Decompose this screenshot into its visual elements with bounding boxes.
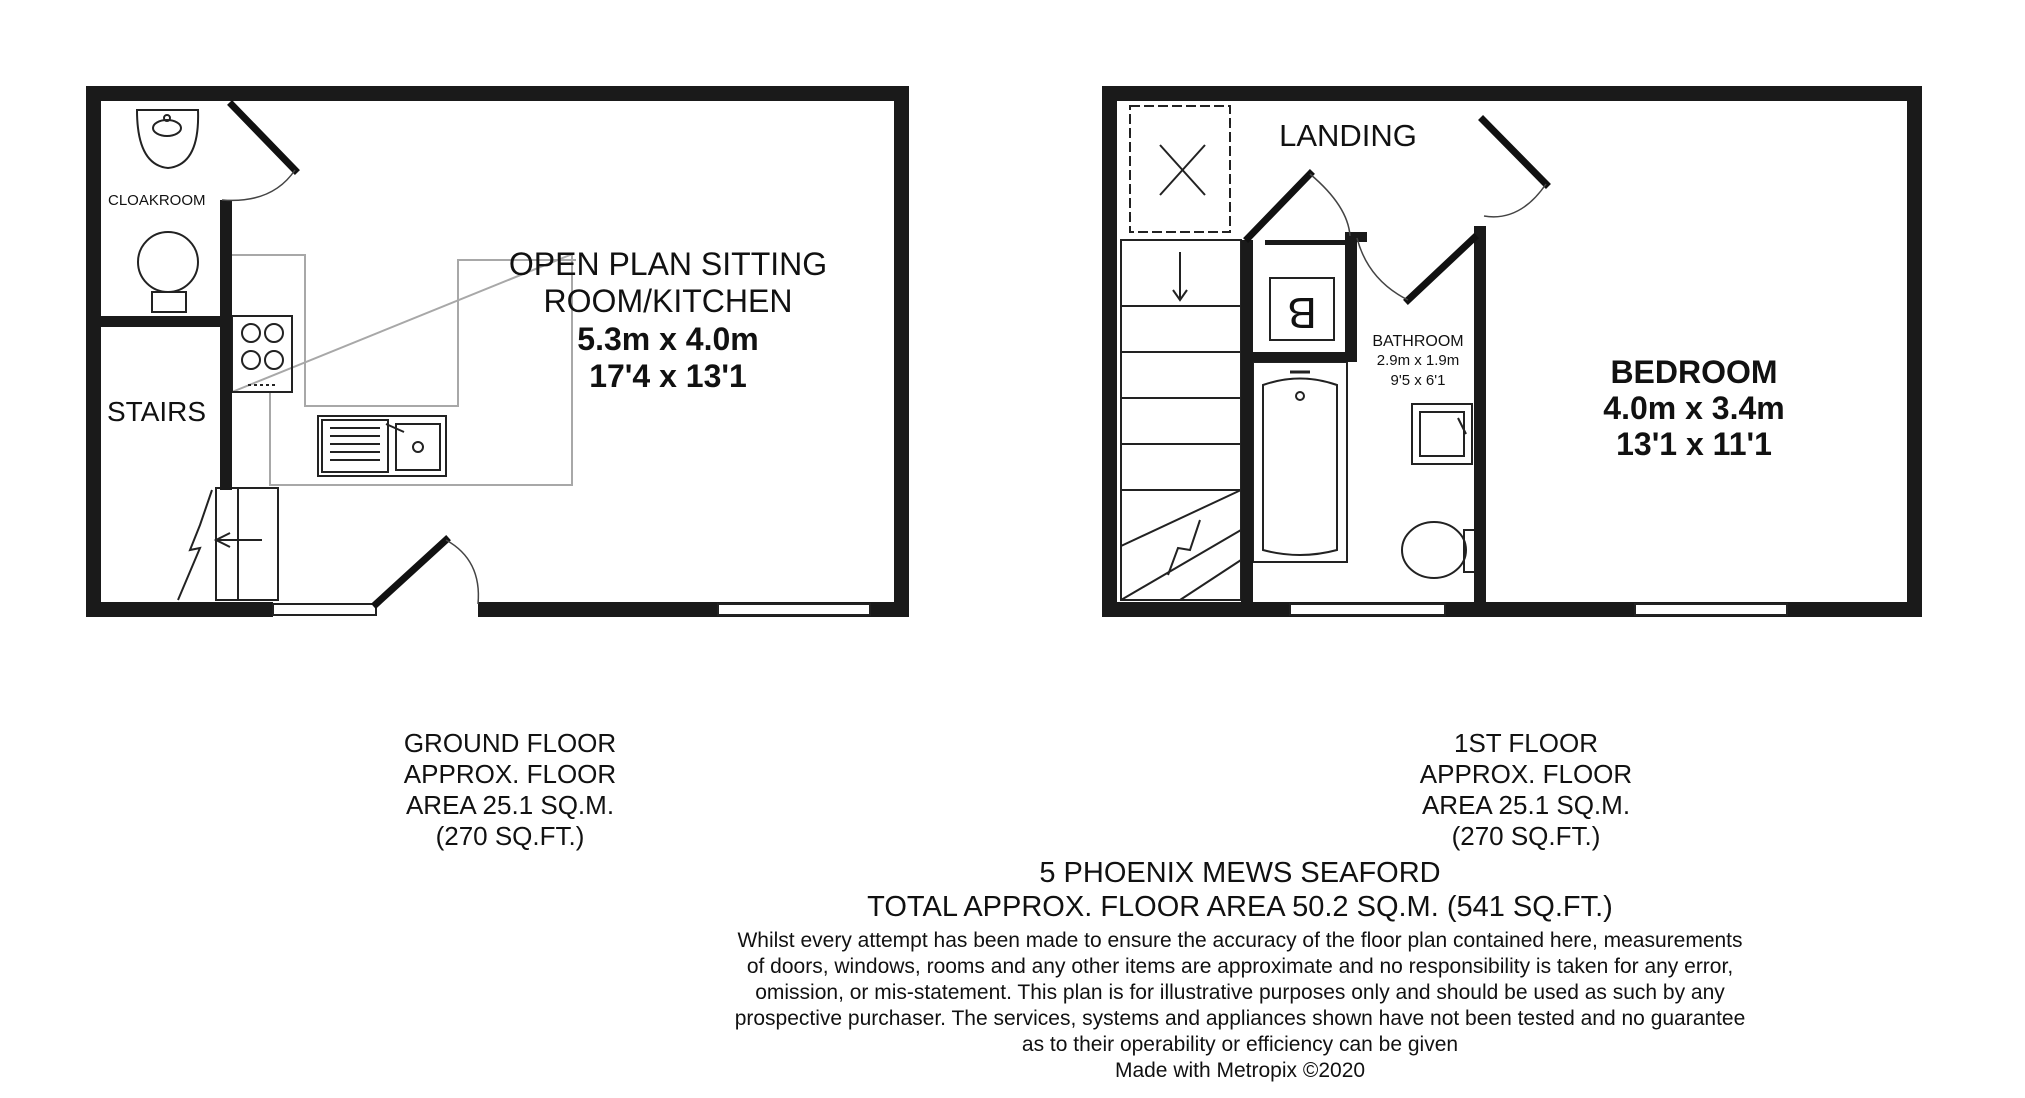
first-partition-bath (1241, 352, 1351, 362)
first-caption-line3: AREA 25.1 SQ.M. (1421, 790, 1631, 820)
bathroom-toilet-icon (1402, 522, 1478, 578)
disclaimer (600, 928, 1880, 1084)
first-partition-stair (1241, 240, 1253, 602)
bedroom-metric: 4.0m x 3.4m (1603, 390, 1785, 426)
stairs-label: STAIRS (107, 396, 207, 427)
first-caption-line4: (270 SQ.FT.) (1451, 821, 1601, 851)
first-stair-treads (1121, 240, 1241, 600)
ground-partition-vertical (220, 200, 232, 490)
metropix-credit: Made with Metropix ©2020 (1114, 1059, 1366, 1082)
cloakroom-basin-icon (137, 110, 198, 168)
landing-angled-wall (1248, 174, 1310, 238)
ground-wall-top (86, 86, 909, 101)
first-partition-boiler (1345, 236, 1357, 362)
ground-window-right (718, 604, 870, 615)
ground-partition-cloakroom (86, 316, 232, 327)
ground-floor-caption (370, 728, 650, 852)
front-door (376, 540, 446, 604)
landing-label: LANDING (1279, 118, 1417, 153)
bathroom-door-swing (1357, 238, 1408, 300)
first-caption-line2: APPROX. FLOOR (1419, 759, 1633, 789)
cloakroom-toilet-icon (138, 232, 198, 312)
sitting-room-metric: 5.3m x 4.0m (577, 321, 759, 357)
cloakroom-door (232, 105, 295, 170)
cloakroom-door-swing (222, 170, 295, 200)
loft-hatch-icon (1130, 106, 1230, 232)
ground-wall-right (894, 86, 909, 617)
bedroom-door-swing (1484, 184, 1546, 217)
sitting-room-name-line1: OPEN PLAN SITTING (508, 246, 828, 282)
kitchen-sink-icon (318, 416, 446, 476)
bathroom-window (1290, 604, 1445, 615)
bedroom-window (1635, 604, 1787, 615)
disclaimer-line: as to their operability or efficiency can be given (1021, 1033, 1459, 1056)
ground-stair-treads (178, 488, 278, 600)
bathroom-metric: 2.9m x 1.9m (1376, 352, 1460, 369)
bedroom-imperial: 13'1 x 11'1 (1616, 426, 1772, 462)
property-address: 5 PHOENIX MEWS SEAFORD (1039, 857, 1441, 889)
first-wall-top (1102, 86, 1922, 101)
bathroom-basin-icon (1412, 404, 1472, 464)
cloakroom-label: CLOAKROOM (108, 192, 206, 209)
ground-caption-line2: APPROX. FLOOR (403, 759, 617, 789)
landing-wall-swing (1310, 174, 1350, 236)
ground-caption-line3: AREA 25.1 SQ.M. (405, 790, 615, 820)
first-floor-caption (1386, 728, 1666, 852)
bathroom-label: BATHROOM (1372, 333, 1464, 350)
ground-caption-line1: GROUND FLOOR (403, 728, 617, 758)
bath-icon (1253, 362, 1347, 562)
disclaimer-line: of doors, windows, rooms and any other items are approximate and no responsibility is taken for any error, (746, 955, 1734, 978)
bedroom-label: BEDROOM (1610, 354, 1778, 390)
first-caption-line1: 1ST FLOOR (1453, 728, 1598, 758)
disclaimer-line: omission, or mis-statement. This plan is for illustrative purposes only and should be used as such by any (755, 981, 1725, 1004)
bathroom-door (1408, 238, 1474, 300)
bathroom-imperial: 9'5 x 6'1 (1390, 372, 1446, 389)
ground-wall-bottom-left (86, 602, 273, 617)
boiler-label: B (1287, 288, 1317, 337)
property-footer (600, 856, 1880, 1084)
ground-window-left (273, 604, 376, 615)
sitting-room-imperial: 17'4 x 13'1 (589, 358, 747, 394)
front-door-swing (446, 540, 478, 604)
disclaimer-line: prospective purchaser. The services, systems and appliances shown have not been tested and no guarantee (734, 1007, 1746, 1030)
ground-wall-left (86, 86, 101, 617)
total-floor-area: TOTAL APPROX. FLOOR AREA 50.2 SQ.M. (541 SQ.FT.) (867, 891, 1613, 923)
first-wall-bottom (1102, 602, 1922, 617)
first-wall-left (1102, 86, 1117, 617)
first-partition-bedroom (1474, 226, 1486, 617)
disclaimer-line: Whilst every attempt has been made to ensure the accuracy of the floor plan contained here, measurements (737, 929, 1743, 952)
ground-floor-plan (86, 86, 909, 617)
bathroom-door-jamb (1345, 232, 1367, 242)
bedroom-door (1483, 120, 1546, 184)
kitchen-worktop-outline (232, 255, 576, 485)
first-wall-right (1907, 86, 1922, 617)
sitting-room-name-line2: ROOM/KITCHEN (543, 283, 793, 319)
first-floor-plan (1102, 86, 1922, 617)
ground-caption-line4: (270 SQ.FT.) (435, 821, 585, 851)
